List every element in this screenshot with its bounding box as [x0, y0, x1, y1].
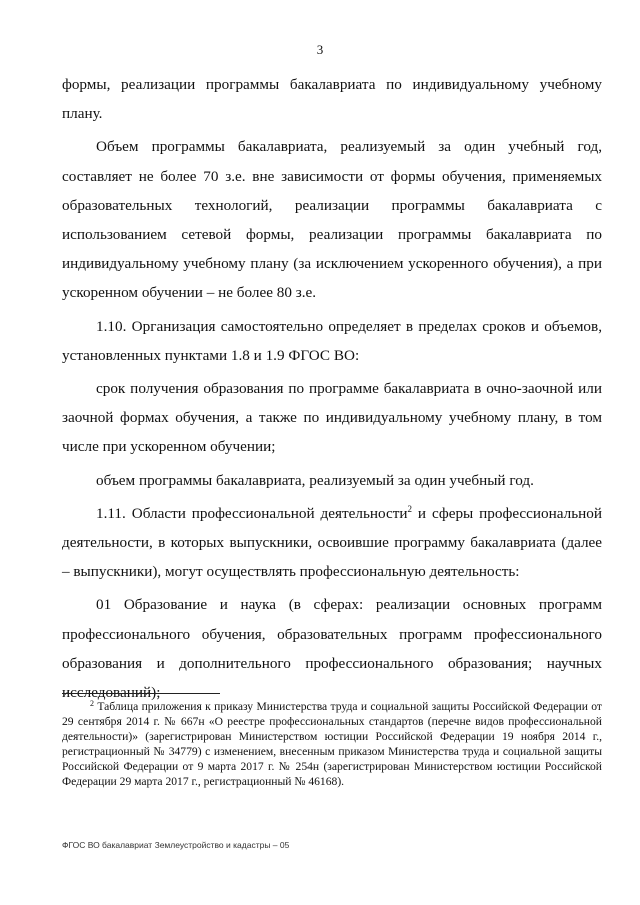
paragraph-study-term: срок получения образования по программе бакалавриата в очно-заочной или заочной формах обучения, а также по индивидуальному учебному плану, в том числе при ускоренном обучении; [62, 380, 602, 456]
footnote-marker: 2 [90, 699, 94, 708]
footnote-reference[interactable]: 2 [407, 503, 412, 514]
footnote [62, 699, 602, 789]
document-body [62, 70, 602, 711]
paragraph-1-11-start: 1.11. Области профессиональной деятельности [96, 504, 408, 522]
paragraph-education-science: 01 Образование и наука (в сферах: реализации основных программ профессионального обучения, образовательных программ профессионального образования и дополнительного профессионального образования; научных исследований); [62, 596, 602, 702]
paragraph-annual-volume: объем программы бакалавриата, реализуемый за один учебный год. [96, 471, 534, 489]
footnote-separator [62, 693, 220, 694]
paragraph-1-11 [62, 499, 602, 587]
footnote-text: Таблица приложения к приказу Министерства труда и социальной защиты Российской Федерации от 29 сентября 2014 г. № 667н «О реестре профессиональных стандартов (перечне видов профессиональной деятельности)» (зарегистрирован Министерством юстиции Российской Федерации 19 ноября 2014 г., регистрационный № 34779) с изменением, внесенным приказом Министерства труда и социальной защиты Российской Федерации от 9 марта 2017 г. № 254н (зарегистрирован Министерством юстиции Российской Федерации 29 марта 2017 г., регистрационный № 46168). [62, 700, 602, 788]
paragraph-1-11-end: и сферы профессиональной деятельности, в которых выпускники, освоившие программу бакалавриата (далее – выпускники), могут осуществлять профессиональную деятельность: [62, 504, 602, 581]
paragraph-continuation: формы, реализации программы бакалавриата по индивидуальному учебному плану. [62, 76, 602, 123]
paragraph-1-10: 1.10. Организация самостоятельно определяет в пределах сроков и объемов, установленных пунктами 1.8 и 1.9 ФГОС ВО: [62, 317, 602, 364]
page-footer: ФГОС ВО бакалавриат Землеустройство и кадастры – 05 [62, 840, 290, 850]
paragraph-program-volume: Объем программы бакалавриата, реализуемый за один учебный год, составляет не более 70 з.е. вне зависимости от формы обучения, применяемых образовательных технологий, реализации программы бакалавриата с использованием сетевой формы, реализации программы бакалавриата по индивидуальному учебному плану (за исключением ускоренного обучения), а при ускоренном обучении – не более 80 з.е. [62, 138, 602, 302]
page-number: 3 [316, 42, 324, 57]
